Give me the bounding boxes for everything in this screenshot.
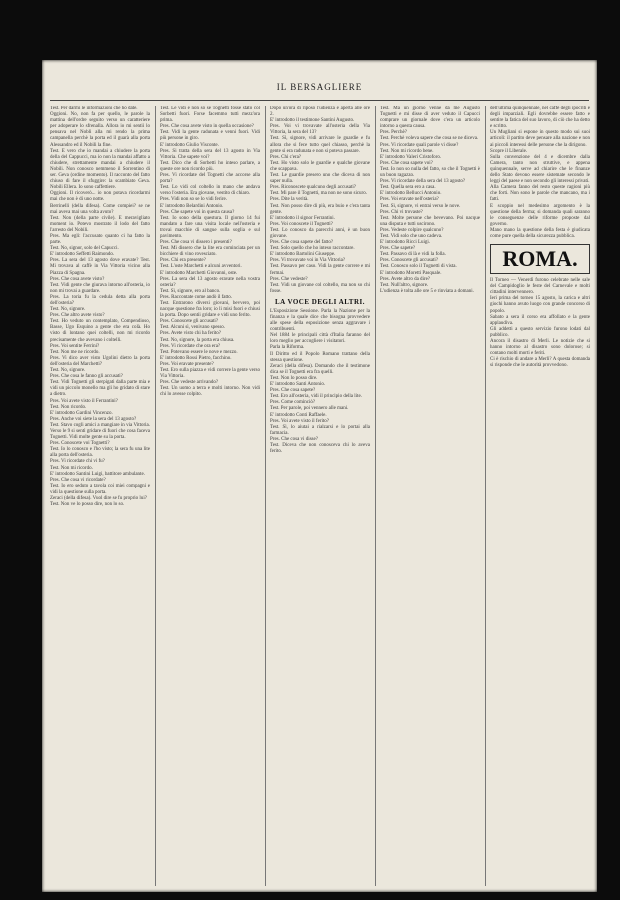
paragraph: Test. Non mi ricordo bene. (380, 148, 434, 154)
paragraph: Test. Un uomo a terra e molti intorno. Non vidi chi lo avesse colpito. (160, 386, 260, 398)
paragraph: Pres. Che cosa avete visto? (50, 276, 105, 282)
paragraph: Test. Conosco solo il Tognetti di vista. (380, 264, 457, 270)
paragraph: Pres. Vi trovavate voi in Via Vittoria? (270, 258, 346, 264)
paragraph: L'Esposizione Sessione. Parla la Nazione per la finanza e la quale dice che bisogna provvedere alle spese della esposizione senza aggravare i contribuenti. (270, 308, 370, 333)
paragraph: Test. Vidi solo che uno cadeva. (380, 233, 443, 239)
paragraph: Test. Diceva che non conosceva chi lo aveva ferito. (270, 442, 370, 455)
paragraph: E' introdotto Valeri Cristoforo. (380, 154, 442, 160)
paragraph: Pres. Avete visto chi ha ferito? (160, 331, 222, 337)
column-5 (490, 106, 590, 886)
paragraph: Pres. Che cosa avete visto in quella occasione? (160, 124, 254, 130)
paragraph: Oggioni. No, non fa per quello, le parole la mattina dell'ordre seguito verso un caratteriere per adoperare lo sfrenalla. Allora io mi sentii lo pensava nel Nobli alla mi rendo la prima campanella perchè la porta ed il guarà alla porta Alessandro ed il Nobili la fine. (50, 112, 150, 148)
paragraph: Test. Passavo di là e vidi la folla. (380, 252, 446, 258)
paragraph: Il Diritto ed il Popolo Romano trattano della stessa questione. (270, 351, 370, 363)
paragraph: Pres. Dite la verità. (270, 197, 309, 203)
paragraph: Test. Ho veduto un contemplato, Compendioso, Basse, Ugo Esquino a gente che era colà. Ho visto di lontano quei coltelli, non mi ricordo precisamente che avevano i coltelli. (50, 319, 150, 343)
paragraph: Test. Perchè voleva sapere che cosa se ne diceva. (380, 136, 479, 142)
paragraph: Test. No, signore. (50, 307, 86, 313)
paragraph: E' introdotto Moretti Pasquale. (380, 270, 442, 276)
paragraph: Test. Molte persone che bevevano. Poi nacque una disputa e tutti uscirono. (380, 215, 480, 227)
paragraph: Test. Non mi ricordo. (50, 465, 93, 471)
paragraph: Pres. Voi avete visto il Ferrantini? (50, 398, 118, 404)
paragraph: E' introdotto Marchetti Giovanni, oste. (160, 270, 238, 276)
paragraph: Pres. Vi ricordate quali parole vi disse? (380, 142, 459, 148)
paragraph: Test. No, signor, solo del Capucci. (50, 246, 119, 252)
paragraph: E' introdotto Santini Luigi, battitore ambulante. (50, 471, 145, 477)
paragraph: Pres. Conoscete voi Tognetti? (50, 441, 110, 447)
paragraph: Test. Non posso dire di più, era buio e c'era tanta gente. (270, 203, 370, 215)
paragraph: Test. Quella sera ero a casa. (380, 185, 436, 191)
paragraph: Pres. Voi eravate nell'osteria? (380, 197, 439, 203)
paragraph: Parla la Riforma. (270, 345, 305, 351)
paragraph: Test. Entrarono diversi giovani, bevvero, poi nacque questione fra loro; io li misi fuori e chiusi la porta. Dopo sentii gridare e vidi uno ferito. (160, 301, 260, 319)
paragraph: Zeraci (della difesa). Domando che il testimone dica se il Tognetti era fra quelli. (270, 363, 370, 375)
paragraph: Test. No, signore. (50, 368, 86, 374)
paragraph: Ieri prima del torneo 15 agosto, la carica e altri giochi hanno avuto luogo con grande concorso di popolo. (490, 296, 590, 314)
paragraph: Sulla convenzione del 4 e dicembre dalla Camera, tanto non struttive, e appena quinquennale, serve ad chiarire che le finanze dello Stato devono essere sistemate secondo le leggi del paese e non secondo gli interessi privati. (490, 154, 590, 185)
paragraph: Test. Lo vidi col coltello in mano che andava verso l'osteria. Era giovane, vestito di chiaro. (160, 185, 260, 197)
paragraph: Test. Sì, signore, ero al banco. (160, 288, 221, 294)
paragraph: Pres. Voi sentite Ferrini? (50, 343, 100, 349)
paragraph: Pres. Che cosa sapete del fatto? (270, 240, 334, 246)
paragraph: Pres. Vi ricordate che ora era? (160, 343, 221, 349)
paragraph: Test. Lo conosco da parecchi anni, è un buon giovane. (270, 227, 370, 239)
paragraph: Pres. Che cosa le fanno gli accusati? (50, 374, 123, 380)
paragraph: Test. Passavo per caso. Vidi la gente correre e mi fermai. (270, 264, 370, 276)
paragraph: Pres. Che cosa vi ricordate? (50, 477, 106, 483)
column-rule (375, 106, 376, 886)
paragraph: Alla Camera fanno del resto queste ragioni più che forti. Non sono le parole che mancano, ma i fatti. (490, 185, 590, 203)
paragraph: L'udienza è tolta alle ore 5 e rinviata a domani. (380, 288, 474, 294)
paragraph: Pres. Vi ricordate chi vi fu? (50, 459, 105, 465)
paragraph: Test. Alcuni sì, venivano spesso. (160, 325, 226, 331)
paragraph: Pres. Avete altro da dire? (380, 276, 431, 282)
paragraph: Pres. Chi c'era? (270, 154, 302, 160)
paragraph: E' introdotto Gardini Vincenzo. (50, 410, 113, 416)
paragraph: Test. Sì, lo aiutai a rialzarsi e lo portai alla farmacia. (270, 424, 370, 436)
paragraph: Sabato a sera il corso era affollato e la gente applaudiva. (490, 314, 590, 326)
column-rule (485, 106, 486, 886)
paragraph: Pres. Riconoscete qualcuno degli accusati? (270, 185, 356, 191)
paragraph: Test. Le vidi e non so se Tognetti fosse stato col Sorbetti fuori. Forse facemmo tutti mezz'ora prima. (160, 106, 260, 124)
column-rule (155, 106, 156, 886)
paragraph: Pres. Vi ricordate del Tognetti che accorse alla porta? (160, 173, 260, 185)
paragraph: Test. E vero che io mandai a chiudere la porta della del Cappucci, ma io non la mandai affatto a chiudere, strettamente mandai a chiudere il Nobili. Non conosco nemmeno il Sorrentino di ser. Geva (ordine momento). Il racconto del fatto chiuso di fare il sfuggire: la scambiato Geva. Nobili Ellera. Io sono caffettiere. (50, 148, 150, 191)
paragraph: Mano mano la questione della festa è giudicata come pure quella della sicurezza pubblica. (490, 227, 590, 239)
paragraph: Test. Io sono della questura. Il giorno 14 fui mandato a fare una visita locale nell'osteria e trovai macchie di sangue sulla soglia e sul pavimento. (160, 215, 260, 239)
column-1 (50, 106, 150, 886)
paragraph: Pres. Che sapete? (380, 246, 416, 252)
newspaper-page (42, 60, 597, 892)
paragraph: Test. Vidi la gente radunata e venni fuori. Vidi più persone in giro. (160, 130, 260, 142)
paragraph: Test. Non (della parte civile). E meravigliato moment io. Potevo mostrato il lodo del fatto l'arresto del Nobili. (50, 215, 150, 233)
paragraph: Test. Vidi Tognetti gli sterpigati dalla parte mia e vidi un piccolo monello ma gli ho gridato di stare a dietro. (50, 380, 150, 398)
roma-section (490, 244, 590, 274)
paragraph: Dopo un'ora di riposo l'udienza è aperta alle ore 2. (270, 106, 370, 118)
paragraph: E' introdotto Seffetti Raimondo. (50, 252, 115, 258)
paragraph: Pres. Che cosa vi disse? (270, 436, 318, 442)
paragraph: Ci è rischio di andare a Merli? A questa domanda si risponde che le autorità provvedono. (490, 357, 590, 369)
paragraph: Pres. La toria fu la cedula detta alla porta dell'osteria? (50, 294, 150, 306)
paragraph: Pres. Che vedeste? (270, 276, 308, 282)
paragraph: Il Torneo — Venerdì furono celebrate nelle sale del Campidoglio le feste del Carnevale e molti cittadini intervennero. (490, 278, 590, 296)
paragraph: Test. Vidi gente che giurava intorno all'osteria, io non mi trovai a guardare. (50, 282, 150, 294)
paragraph: Pres. Voi conoscete il Tognetti? (270, 221, 333, 227)
paragraph: Test. Io ero seduto a tavola coi miei compagni e vidi la questione sulla porta. (50, 483, 150, 495)
paragraph: Pres. Vi dico aver visto Ugolini dietro la porta dell'osteria del Marchetti? (50, 355, 150, 367)
paragraph: E' introdotto Bellucci Antonio. (380, 191, 442, 197)
paragraph: Pres. Ma egli: l'accusato quanto ci ha fatto la parte. (50, 233, 150, 246)
paragraph: Zeraci (della difesa). Vuol dire se fu proprio lui? (50, 496, 147, 501)
paragraph: Oggioni. Il ricoverò... io non potava ricordarmi mai che non è di uno notte. (50, 191, 150, 203)
paragraph: E' introdotto Belardini Antonio. (160, 203, 224, 209)
paragraph: Pres. Chi era presente? (160, 258, 206, 264)
paragraph: Test. Non me ne ricordo. (50, 349, 100, 355)
paragraph: E scoppio nel medesimo argomento è la questione della ferma; si domanda quali saranno le conseguenze delle riforme proposte dal governo. (490, 203, 590, 227)
paragraph: Test. Per parole, poi vennero alle mani. (270, 406, 349, 412)
paragraph: Test. Per darmi le informazioni che ho date. (50, 106, 138, 111)
paragraph: Pres. Voi eravate presente? (160, 361, 214, 367)
paragraph: Pres. Conoscete gli accusati? (380, 258, 439, 264)
paragraph: Pres. Come cominciò? (270, 400, 316, 406)
paragraph: Test. Le guardie presero uno che diceva di non saper nulla. (270, 173, 370, 185)
paragraph: Test. Null'altro, signore. (380, 282, 429, 288)
paragraph: Nel 1884 le principali città d'Italia faranno del loro meglio per accogliere i visitatori. (270, 333, 370, 345)
paragraph: Pres. Raccontate come andò il fatto. (160, 294, 233, 300)
paragraph: Scopre il Liberale. (490, 148, 528, 154)
paragraph: Test. Io lo conosco e l'ho visto; la sera fu una lite alla porta dell'osteria. (50, 447, 150, 459)
paragraph: Test. Non lo posso dire. (270, 375, 318, 381)
paragraph: Pres. Conoscete gli accusati? (160, 319, 219, 325)
paragraph: dell'ultima quinquennale, nel caffè degli ipocriti e degli imparziali. Egli dovrebbe essere fatto e sentire la fatica del suo lavoro, di ciò che ha detto e scritto. (490, 106, 590, 130)
paragraph: Test. Mi pare il Tognetti, ma non ne sono sicuro. (270, 191, 367, 197)
paragraph: Test. Ma un giorno venne da me Augusto Tognetti e mi disse di aver veduto il Capucci comprare un giornale dove c'era un articolo intorno a questa causa. (380, 106, 480, 130)
paragraph: Test. No, signore, la porta era chiusa. (160, 337, 235, 343)
header-rule (50, 100, 589, 101)
paragraph: E' introdotto Giulio Visconte. (160, 142, 219, 148)
paragraph: Pres. Vi ricordate della sera del 13 agosto? (380, 179, 466, 185)
paragraph: Pres. Perchè? (380, 130, 407, 136)
paragraph: Test. Sì, signore, vi entrai verso le nove. (380, 203, 461, 209)
paragraph: E' introdotto Santi Antonio. (270, 382, 326, 388)
section-heading: LA VOCE DEGLI ALTRI. (274, 297, 365, 306)
paragraph: E' introdotto Rossi Pietro, facchino. (160, 355, 232, 361)
paragraph: Test. Io non so nulla del fatto, so che il Tognetti è un buon ragazzo. (380, 166, 480, 179)
paragraph: Pres. Che altro avete visto? (50, 313, 105, 319)
paragraph: Test. Ero all'osteria, vidi il principio della lite. (270, 394, 362, 400)
column-2 (160, 106, 260, 886)
paragraph: Test. Ho visto solo le guardie e qualche giovane che scappava. (270, 160, 370, 172)
paragraph: Pres. La sera del 13 agosto dove eravate? Test. Mi trovava al caffè in Via Vittoria vicino alla Piazza di Spagna. (50, 258, 150, 276)
paragraph: E' introdotto Conti Raffaele. (270, 412, 327, 418)
paragraph: Test. Vidi un giovane col coltello, ma non so chi fosse. (270, 282, 370, 294)
paragraph: E' introdotto Bartolini Giuseppe. (270, 252, 336, 258)
paragraph: Test. L'oste Marchetti e alcuni avventori. (160, 264, 242, 270)
paragraph: Pres. Voi avete visto il ferito? (270, 418, 329, 424)
column-4 (380, 106, 480, 886)
paragraph: E' introdotto il signor Ferrantini. (270, 215, 335, 221)
masthead-title: IL BERSAGLIERE (276, 82, 363, 92)
paragraph: Pres. Che cosa sapete voi? (380, 160, 433, 166)
paragraph: Pres. Che cosa vi dissero i presenti? (160, 240, 232, 246)
paragraph: Pres. Voi vi trovavate all'osteria della Via Vittoria, la sera del 13? (270, 124, 370, 136)
paragraph: Test. Mi dissero che la lite era cominciata per un bicchiere di vino rovesciato. (160, 246, 260, 258)
paragraph: Pres. Che vedeste arrivando? (160, 380, 219, 386)
paragraph: Pres. Chi vi trovaste? (380, 209, 423, 215)
paragraph: Test. Ero sulla piazza e vidi correre la gente verso Via Vittoria. (160, 368, 260, 380)
paragraph: Test. Potevano essere le nove e mezzo. (160, 349, 238, 355)
paragraph: Pres. Che sapete voi in questa causa? (160, 209, 235, 215)
column-rule (265, 106, 266, 886)
paragraph: Test. Non ve lo posso dire, non lo so. (50, 502, 125, 508)
paragraph: E' introdotto il testimone Santini Augusto. (270, 118, 355, 124)
paragraph: Pres. La sera del 13 agosto eravate nella vostra osteria? (160, 276, 260, 288)
paragraph: Pres. Che cosa sapete? (270, 388, 316, 394)
paragraph: Test. Solo quello che ho inteso raccontare. (270, 246, 355, 252)
roma-title: ROMA. (502, 246, 578, 272)
paragraph: Test. Sì, signore, vidi arrivare le guardie e fu allora che si fece tutto quel chiasso, perchè la gente si era radunata e non si poteva passare. (270, 136, 370, 154)
paragraph: Pres. Vidi non so se lo vidi ferire. (160, 197, 227, 203)
paragraph: Test. Dico che di Sorbetti ho inteso parlare, a queste ore non ricordo più. (160, 160, 260, 172)
paragraph: Test. Non ricordo. (50, 404, 87, 410)
paragraph: E' introdotto Ricci Luigi. (380, 240, 431, 246)
paragraph: Pres. Vedeste colpire qualcuno? (380, 227, 444, 233)
paragraph: Un Mugliani si espone in questo modo sui suoi articoli: il partito deve pensare alla nazione e non ai piccoli interessi delle persone che la dirigono. (490, 130, 590, 148)
paragraph: Berrinelli (della difesa). Come compiei? se ne mai aveva mai una volta avuto? (50, 203, 150, 215)
paragraph: Pres. Si tratta della sera del 13 agosto in Via Vittoria. Che sapete voi? (160, 148, 260, 160)
paragraph: Ancora il disastro di Merli. Le notizie che si hanno intorno al disastro sono dolorose; si contano molti morti e feriti. (490, 339, 590, 357)
paragraph: Gli addetti a questo servizio furono lodati dal pubblico. (490, 326, 590, 338)
paragraph: Test. Stavo cogli amici a mangiare in via Vittoria. Verso le 9 si sentì gridare di fuori che cosa faceva Tognetti. Vidi molte gente su la porta. (50, 422, 150, 441)
scan-right-edge (600, 60, 620, 892)
paragraph: Pres. Anche voi siete la sera del 13 agosto? (50, 416, 137, 422)
column-3 (270, 106, 370, 886)
columns (50, 106, 590, 886)
